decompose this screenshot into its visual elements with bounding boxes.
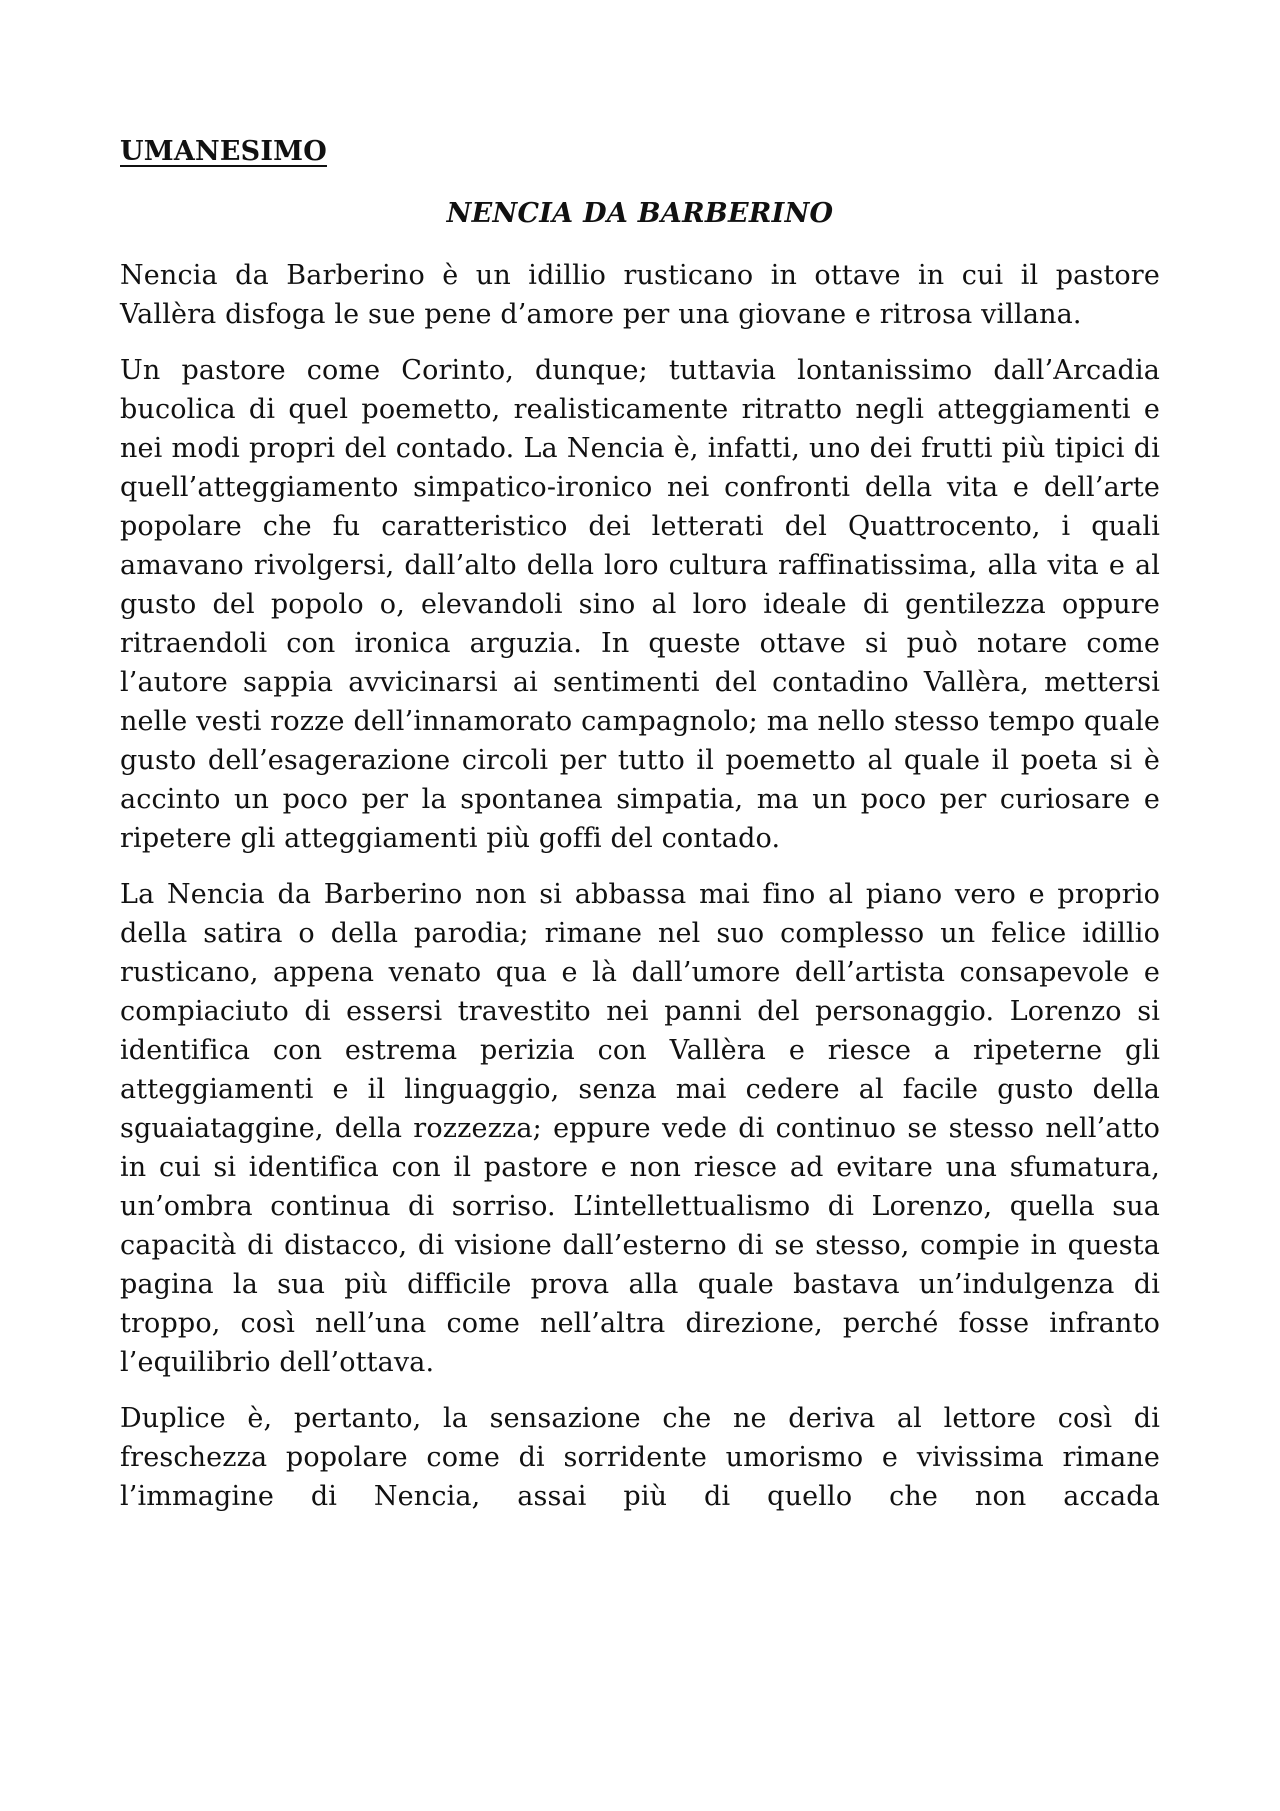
paragraph-1: Nencia da Barberino è un idillio rusticano in ottave in cui il pastore Vallèra disfoga le sue pene d’amore per una giovane e ritrosa villana. [120,260,1160,330]
paragraph-3: La Nencia da Barberino non si abbassa mai fino al piano vero e proprio della satira o della parodia; rimane nel suo complesso un felice idillio rusticano, appena venato qua e là dall’umore dell’artista consapevole e compiaciuto di essersi travestito nei panni del personaggio. Lorenzo si identifica con estrema perizia con Vallèra e riesce a ripeterne gli atteggiamenti e il linguaggio, senza mai cedere al facile gusto della sguaiataggine, della rozzezza; eppure vede di continuo se stesso nell’atto in cui si identifica con il pastore e non riesce ad evitare una sfumatura, un’ombra continua di sorriso. L’intellettualismo di Lorenzo, quella sua capacità di distacco, di visione dall’esterno di se stesso, compie in questa pagina la sua più difficile prova alla quale bastava un’indulgenza di troppo, così nell’una come nell’altra direzione, perché fosse infranto l’equilibrio dell’ottava. [120,879,1160,1378]
document-page [120,132,1160,1516]
document-title: NENCIA DA BARBERINO [446,198,834,229]
section-heading: UMANESIMO [120,136,327,167]
paragraph-2: Un pastore come Corinto, dunque; tuttavia lontanissimo dall’Arcadia bucolica di quel poemetto, realisticamente ritratto negli atteggiamenti e nei modi propri del contado. La Nencia è, infatti, uno dei frutti più tipici di quell’atteggiamento simpatico-ironico nei confronti della vita e dell’arte popolare che fu caratteristico dei letterati del Quattrocento, i quali amavano rivolgersi, dall’alto della loro cultura raffinatissima, alla vita e al gusto del popolo o, elevandoli sino al loro ideale di gentilezza oppure ritraendoli con ironica arguzia. In queste ottave si può notare come l’autore sappia avvicinarsi ai sentimenti del contadino Vallèra, mettersi nelle vesti rozze dell’innamorato campagnolo; ma nello stesso tempo quale gusto dell’esagerazione circoli per tutto il poemetto al quale il poeta si è accinto un poco per la spontanea simpatia, ma un poco per curiosare e ripetere gli atteggiamenti più goffi del contado. [120,355,1160,854]
paragraph-4: Duplice è, pertanto, la sensazione che ne deriva al lettore così di freschezza popolare come di sorridente umorismo e vivissima rimane l’immagine di Nencia, assai più di quello che non accada [120,1403,1160,1512]
